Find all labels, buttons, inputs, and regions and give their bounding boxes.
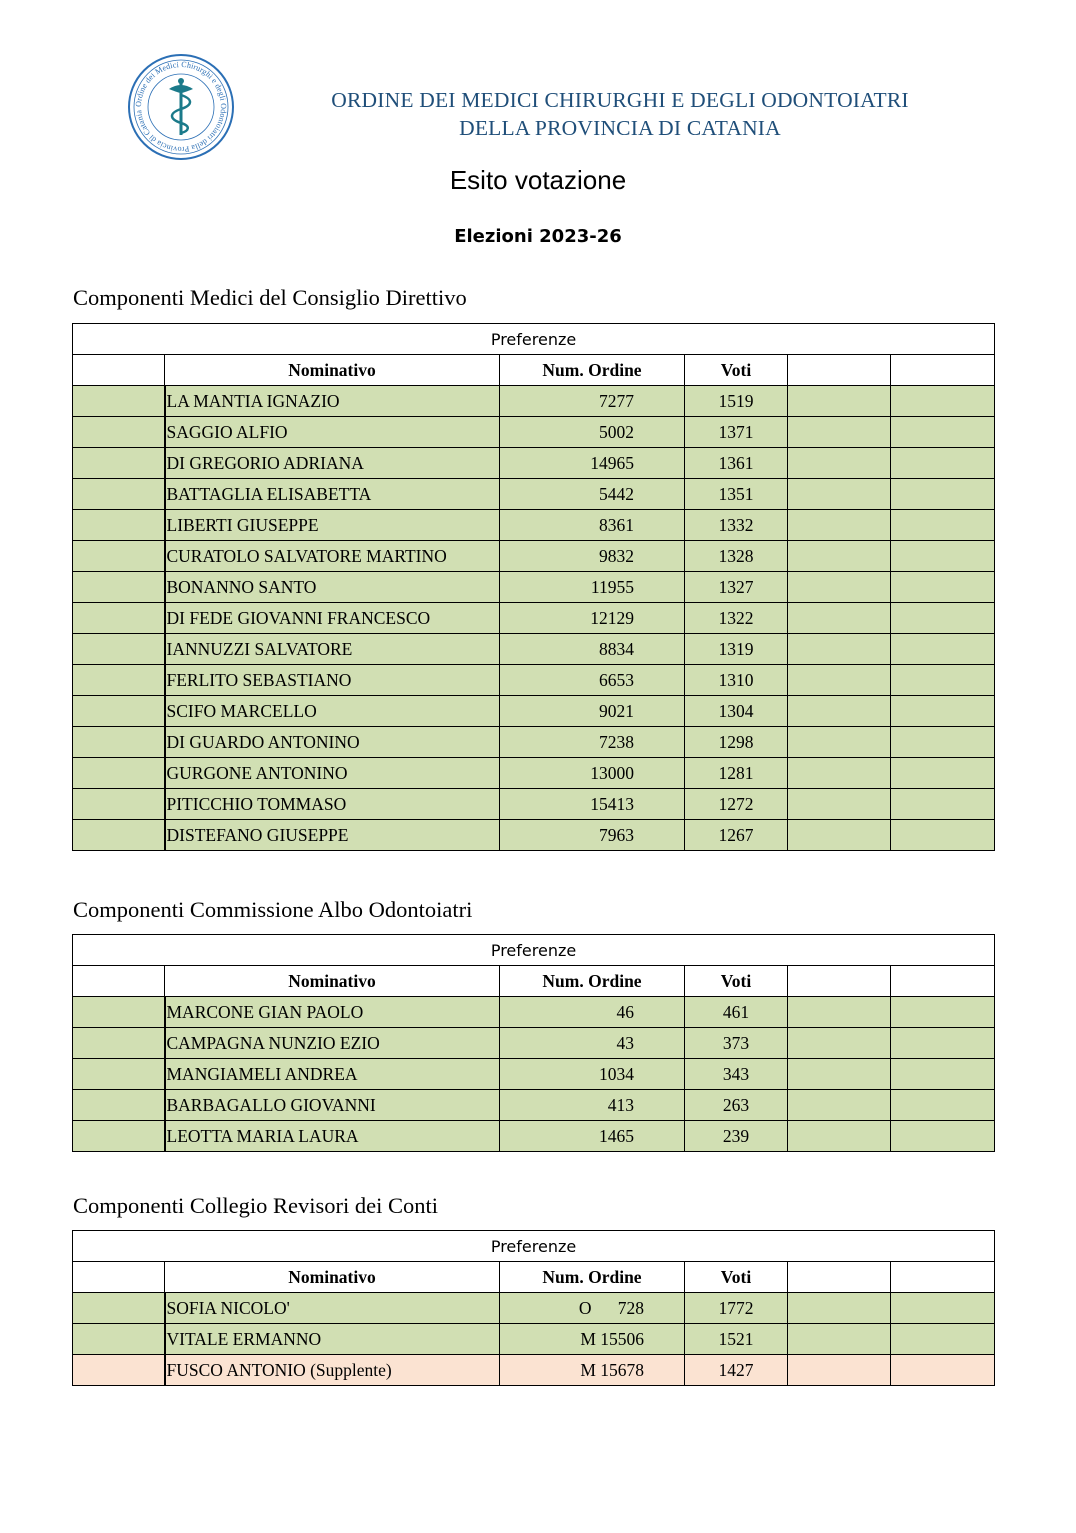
candidate-votes: 1351 <box>685 479 788 510</box>
candidate-num-ordine: 7238 <box>500 727 685 758</box>
header-blank <box>788 1262 891 1293</box>
row-blank-cell <box>73 479 165 510</box>
candidate-num-ordine: 5002 <box>500 417 685 448</box>
row-blank-cell <box>788 510 891 541</box>
candidate-votes: 1332 <box>685 510 788 541</box>
table-row <box>73 1059 995 1090</box>
row-blank-cell <box>73 510 165 541</box>
table-row <box>73 634 995 665</box>
candidate-votes: 461 <box>685 997 788 1028</box>
candidate-name: LEOTTA MARIA LAURA <box>165 1121 500 1152</box>
header-nominativo: Nominativo <box>165 966 500 997</box>
candidate-name: LIBERTI GIUSEPPE <box>165 510 500 541</box>
row-blank-cell <box>891 1293 995 1324</box>
row-blank-cell <box>788 1121 891 1152</box>
table-row <box>73 1355 995 1386</box>
svg-text:Ordine dei Medici Chirurghi e: Ordine dei Medici Chirurghi e degli Odontoiatri della Provincia di Catania <box>133 59 229 155</box>
row-blank-cell <box>891 510 995 541</box>
header-blank <box>891 355 995 386</box>
table-row <box>73 448 995 479</box>
candidate-num-ordine: 14965 <box>500 448 685 479</box>
row-blank-cell <box>891 758 995 789</box>
candidate-votes: 1281 <box>685 758 788 789</box>
header-blank <box>891 1262 995 1293</box>
row-blank-cell <box>788 479 891 510</box>
row-blank-cell <box>788 789 891 820</box>
row-blank-cell <box>73 727 165 758</box>
row-blank-cell <box>788 1324 891 1355</box>
candidate-votes: 1427 <box>685 1355 788 1386</box>
header-voti: Voti <box>685 966 788 997</box>
row-blank-cell <box>788 386 891 417</box>
preferenze-header: Preferenze <box>73 935 995 966</box>
candidate-votes: 1521 <box>685 1324 788 1355</box>
document-subtitle: Elezioni 2023-26 <box>454 226 622 247</box>
candidate-num-ordine: 7963 <box>500 820 685 851</box>
header-blank <box>788 355 891 386</box>
candidate-votes: 1310 <box>685 665 788 696</box>
row-blank-cell <box>788 603 891 634</box>
row-blank-cell <box>73 603 165 634</box>
row-blank-cell <box>73 1059 165 1090</box>
table-row <box>73 1324 995 1355</box>
row-blank-cell <box>73 820 165 851</box>
row-blank-cell <box>788 417 891 448</box>
candidate-name: SAGGIO ALFIO <box>165 417 500 448</box>
header-voti: Voti <box>685 355 788 386</box>
candidate-name: DISTEFANO GIUSEPPE <box>165 820 500 851</box>
candidate-num-ordine: 15413 <box>500 789 685 820</box>
row-blank-cell <box>891 1121 995 1152</box>
row-blank-cell <box>73 448 165 479</box>
row-blank-cell <box>73 665 165 696</box>
section-title-odontoiatri: Componenti Commissione Albo Odontoiatri <box>73 897 473 922</box>
row-blank-cell <box>891 1090 995 1121</box>
row-blank-cell <box>891 997 995 1028</box>
candidate-name: MARCONE GIAN PAOLO <box>165 997 500 1028</box>
row-blank-cell <box>891 603 995 634</box>
candidate-num-ordine: 5442 <box>500 479 685 510</box>
header-blank <box>788 966 891 997</box>
row-blank-cell <box>73 634 165 665</box>
candidate-name: DI GREGORIO ADRIANA <box>165 448 500 479</box>
order-seal-logo <box>127 53 235 161</box>
row-blank-cell <box>891 417 995 448</box>
candidate-votes: 1304 <box>685 696 788 727</box>
results-table-revisori <box>72 1230 995 1386</box>
row-blank-cell <box>788 820 891 851</box>
candidate-name: CURATOLO SALVATORE MARTINO <box>165 541 500 572</box>
candidate-num-ordine: 413 <box>500 1090 685 1121</box>
candidate-name: FUSCO ANTONIO (Supplente) <box>165 1355 500 1386</box>
table-row <box>73 510 995 541</box>
row-blank-cell <box>788 1293 891 1324</box>
row-blank-cell <box>891 727 995 758</box>
candidate-name: SCIFO MARCELLO <box>165 696 500 727</box>
org-name-line1: ORDINE DEI MEDICI CHIRURGHI E DEGLI ODONTOIATRI <box>331 88 909 112</box>
preferenze-header: Preferenze <box>73 324 995 355</box>
candidate-votes: 373 <box>685 1028 788 1059</box>
section-title-revisori: Componenti Collegio Revisori dei Conti <box>73 1193 438 1218</box>
row-blank-cell <box>788 665 891 696</box>
row-blank-cell <box>788 541 891 572</box>
row-blank-cell <box>73 1028 165 1059</box>
candidate-votes: 1272 <box>685 789 788 820</box>
row-blank-cell <box>73 997 165 1028</box>
candidate-votes: 1519 <box>685 386 788 417</box>
candidate-votes: 1328 <box>685 541 788 572</box>
organization-header <box>260 86 980 142</box>
candidate-name: PITICCHIO TOMMASO <box>165 789 500 820</box>
row-blank-cell <box>73 541 165 572</box>
candidate-num-ordine: 8361 <box>500 510 685 541</box>
row-blank-cell <box>891 572 995 603</box>
header-num-ordine: Num. Ordine <box>500 355 685 386</box>
row-blank-cell <box>891 634 995 665</box>
table-row <box>73 572 995 603</box>
candidate-num-ordine: 13000 <box>500 758 685 789</box>
candidate-votes: 263 <box>685 1090 788 1121</box>
header-blank <box>73 1262 165 1293</box>
section-title-consiglio: Componenti Medici del Consiglio Direttivo <box>73 285 467 310</box>
candidate-name: SOFIA NICOLO' <box>165 1293 500 1324</box>
table-row <box>73 541 995 572</box>
row-blank-cell <box>891 1059 995 1090</box>
org-name-line2: DELLA PROVINCIA DI CATANIA <box>459 116 781 140</box>
candidate-name: BONANNO SANTO <box>165 572 500 603</box>
candidate-num-ordine: O 728 <box>500 1293 685 1324</box>
row-blank-cell <box>891 541 995 572</box>
preferenze-header: Preferenze <box>73 1231 995 1262</box>
table-row <box>73 479 995 510</box>
row-blank-cell <box>891 665 995 696</box>
row-blank-cell <box>891 1355 995 1386</box>
candidate-num-ordine: 8834 <box>500 634 685 665</box>
header-blank <box>73 355 165 386</box>
candidate-name: DI GUARDO ANTONINO <box>165 727 500 758</box>
candidate-votes: 1322 <box>685 603 788 634</box>
candidate-num-ordine: 11955 <box>500 572 685 603</box>
row-blank-cell <box>73 1355 165 1386</box>
row-blank-cell <box>891 386 995 417</box>
table-row <box>73 1028 995 1059</box>
candidate-name: BARBAGALLO GIOVANNI <box>165 1090 500 1121</box>
row-blank-cell <box>788 572 891 603</box>
header-blank <box>891 966 995 997</box>
candidate-num-ordine: 12129 <box>500 603 685 634</box>
document-title: Esito votazione <box>449 165 627 195</box>
row-blank-cell <box>73 417 165 448</box>
results-table-odontoiatri <box>72 934 995 1152</box>
candidate-votes: 1772 <box>685 1293 788 1324</box>
table-row <box>73 997 995 1028</box>
row-blank-cell <box>73 696 165 727</box>
row-blank-cell <box>891 1324 995 1355</box>
header-blank <box>73 966 165 997</box>
table-row <box>73 1293 995 1324</box>
candidate-votes: 239 <box>685 1121 788 1152</box>
candidate-num-ordine: 46 <box>500 997 685 1028</box>
candidate-votes: 1298 <box>685 727 788 758</box>
row-blank-cell <box>788 727 891 758</box>
candidate-num-ordine: 9021 <box>500 696 685 727</box>
candidate-name: IANNUZZI SALVATORE <box>165 634 500 665</box>
candidate-name: MANGIAMELI ANDREA <box>165 1059 500 1090</box>
candidate-votes: 1327 <box>685 572 788 603</box>
candidate-name: LA MANTIA IGNAZIO <box>165 386 500 417</box>
candidate-num-ordine: 1034 <box>500 1059 685 1090</box>
candidate-name: DI FEDE GIOVANNI FRANCESCO <box>165 603 500 634</box>
table-row <box>73 665 995 696</box>
table-row <box>73 789 995 820</box>
row-blank-cell <box>788 997 891 1028</box>
row-blank-cell <box>788 634 891 665</box>
candidate-num-ordine: 6653 <box>500 665 685 696</box>
row-blank-cell <box>788 696 891 727</box>
row-blank-cell <box>891 448 995 479</box>
row-blank-cell <box>891 1028 995 1059</box>
candidate-name: VITALE ERMANNO <box>165 1324 500 1355</box>
row-blank-cell <box>73 1121 165 1152</box>
results-table-consiglio <box>72 323 995 851</box>
header-num-ordine: Num. Ordine <box>500 966 685 997</box>
candidate-votes: 1361 <box>685 448 788 479</box>
table-row <box>73 417 995 448</box>
row-blank-cell <box>73 1293 165 1324</box>
table-row <box>73 727 995 758</box>
row-blank-cell <box>788 448 891 479</box>
candidate-votes: 1371 <box>685 417 788 448</box>
row-blank-cell <box>891 820 995 851</box>
row-blank-cell <box>788 1355 891 1386</box>
row-blank-cell <box>73 386 165 417</box>
candidate-name: GURGONE ANTONINO <box>165 758 500 789</box>
header-nominativo: Nominativo <box>165 1262 500 1293</box>
candidate-name: BATTAGLIA ELISABETTA <box>165 479 500 510</box>
row-blank-cell <box>73 789 165 820</box>
header-num-ordine: Num. Ordine <box>500 1262 685 1293</box>
candidate-name: CAMPAGNA NUNZIO EZIO <box>165 1028 500 1059</box>
row-blank-cell <box>788 1028 891 1059</box>
row-blank-cell <box>73 1324 165 1355</box>
row-blank-cell <box>891 789 995 820</box>
table-row <box>73 696 995 727</box>
table-row <box>73 820 995 851</box>
candidate-num-ordine: 43 <box>500 1028 685 1059</box>
candidate-num-ordine: 1465 <box>500 1121 685 1152</box>
row-blank-cell <box>788 1059 891 1090</box>
candidate-num-ordine: 7277 <box>500 386 685 417</box>
row-blank-cell <box>891 479 995 510</box>
candidate-votes: 343 <box>685 1059 788 1090</box>
table-row <box>73 603 995 634</box>
table-row <box>73 1121 995 1152</box>
row-blank-cell <box>788 758 891 789</box>
candidate-num-ordine: 9832 <box>500 541 685 572</box>
candidate-num-ordine: M 15678 <box>500 1355 685 1386</box>
candidate-name: FERLITO SEBASTIANO <box>165 665 500 696</box>
table-row <box>73 386 995 417</box>
candidate-num-ordine: M 15506 <box>500 1324 685 1355</box>
candidate-votes: 1267 <box>685 820 788 851</box>
row-blank-cell <box>73 1090 165 1121</box>
table-row <box>73 758 995 789</box>
table-row <box>73 1090 995 1121</box>
row-blank-cell <box>891 696 995 727</box>
header-nominativo: Nominativo <box>165 355 500 386</box>
candidate-votes: 1319 <box>685 634 788 665</box>
row-blank-cell <box>73 572 165 603</box>
row-blank-cell <box>788 1090 891 1121</box>
header-voti: Voti <box>685 1262 788 1293</box>
row-blank-cell <box>73 758 165 789</box>
